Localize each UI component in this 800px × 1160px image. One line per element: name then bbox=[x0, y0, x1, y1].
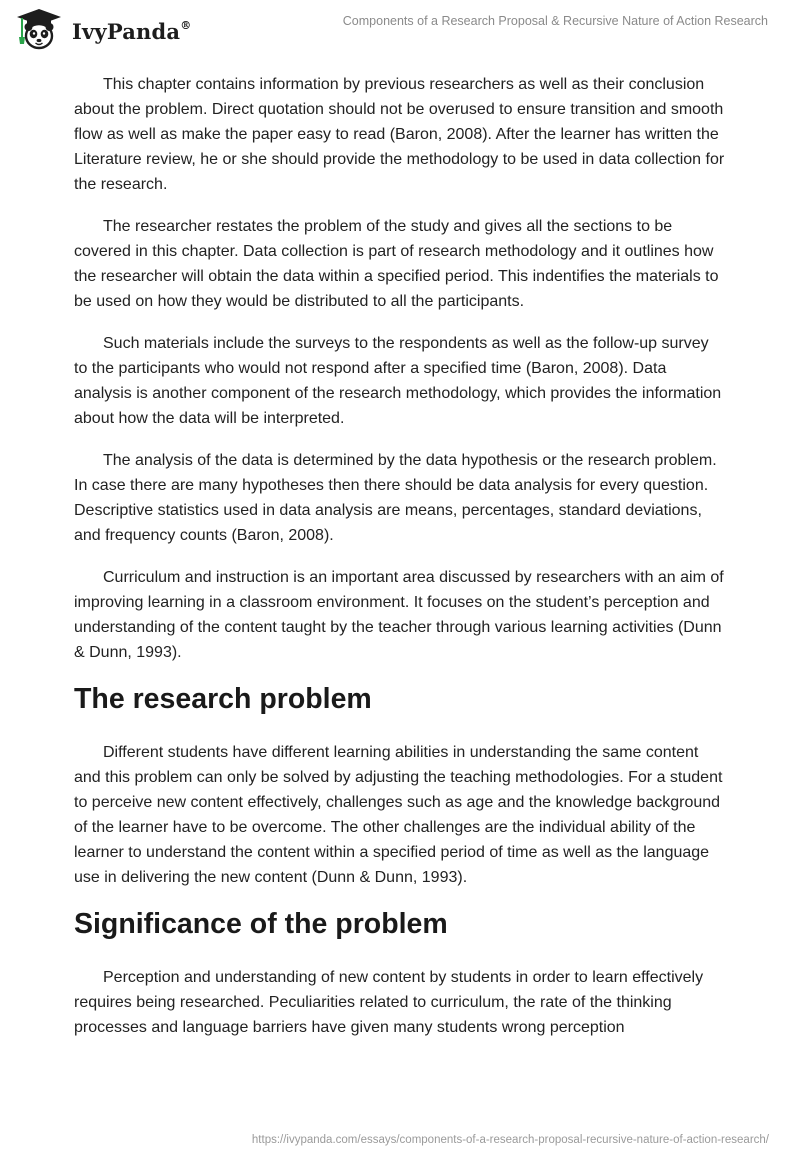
page-header bbox=[0, 0, 800, 70]
brand-name: IvyPanda® bbox=[72, 18, 192, 44]
registered-mark: ® bbox=[180, 18, 192, 32]
paragraph: This chapter contains information by previous researchers as well as their conclusion about the problem. Direct quotation should not be overused to ensure transition and smooth flow as well as make the paper easy to read (Baron, 2008). After the learner has written the Literature review, he or she should provide the methodology to be used in data collection for the research. bbox=[74, 76, 725, 193]
paragraph: The researcher restates the problem of the study and gives all the sections to be covered in this chapter. Data collection is part of research methodology and it outlines how the researcher will obtain the data within a specified period. This indentifies the materials to be used on how they would be distributed to all the participants. bbox=[74, 218, 719, 310]
heading-research-problem: The research problem bbox=[74, 683, 372, 715]
paragraph: Such materials include the surveys to the respondents as well as the follow-up survey to the participants who would not respond after a specified time (Baron, 2008). Data analysis is another component of the research methodology, which provides the information about how the data will be interpreted. bbox=[74, 335, 722, 427]
panda-graduation-cap-icon bbox=[14, 7, 64, 56]
brand-logo[interactable] bbox=[14, 9, 191, 53]
paragraph: Curriculum and instruction is an important area discussed by researchers with an aim of improving learning in a classroom environment. It focuses on the student’s perception and understanding of the content taught by the teacher through various learning activities (Dunn & Dunn, 1993). bbox=[74, 569, 724, 661]
document-title: Components of a Research Proposal & Recursive Nature of Action Research bbox=[342, 14, 768, 28]
paragraph: The analysis of the data is determined by the data hypothesis or the research problem. In case there are many hypotheses then there should be data analysis for every question. Descriptive statistics used in data analysis are means, percentages, standard deviations, and frequency counts (Baron, 2008). bbox=[74, 452, 717, 544]
essay-body bbox=[74, 72, 726, 1057]
heading-significance: Significance of the problem bbox=[74, 908, 448, 940]
source-url-link[interactable]: https://ivypanda.com/essays/components-of-a-research-proposal-recursive-nature-of-action-research/ bbox=[251, 1134, 769, 1146]
paragraph: Perception and understanding of new content by students in order to learn effectively requires being researched. Peculiarities related to curriculum, the rate of the thinking processes and language barriers have given many students wrong perception bbox=[74, 969, 704, 1036]
paragraph: Different students have different learning abilities in understanding the same content and this problem can only be solved by adjusting the teaching methodologies. For a student to perceive new content effectively, challenges such as age and the knowledge background of the learner have to be overcome. The other challenges are the individual ability of the learner to understand the content within a specified period of time as well as the language use in delivering the new content (Dunn & Dunn, 1993). bbox=[74, 744, 723, 886]
